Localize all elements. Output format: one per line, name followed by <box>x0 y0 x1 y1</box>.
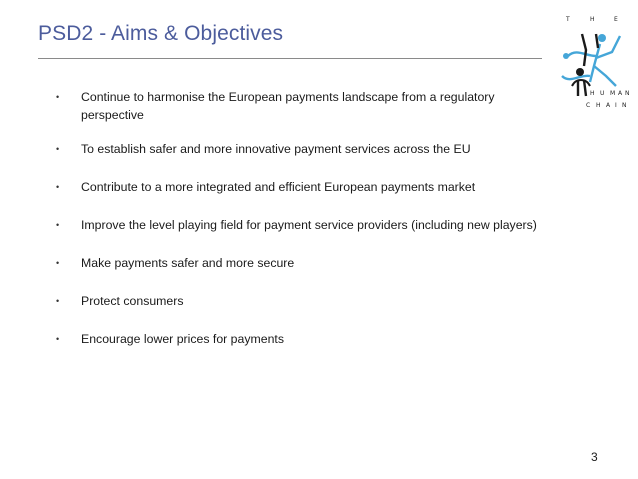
logo-letter: E <box>614 16 618 23</box>
logo-letter: U <box>600 90 605 97</box>
list-item <box>52 178 552 196</box>
logo-letter: N <box>622 102 627 109</box>
bullet-icon: • <box>56 182 60 192</box>
list-item <box>52 140 552 158</box>
logo-letter: I <box>615 102 617 109</box>
logo-letter: A <box>606 102 611 109</box>
logo-letter: H <box>590 90 595 97</box>
title-divider <box>38 58 542 59</box>
list-item-text: Contribute to a more integrated and efficient European payments market <box>81 180 476 194</box>
logo-letter: A <box>618 90 623 97</box>
list-item-text: Improve the level playing field for payment service providers (including new players) <box>81 218 537 232</box>
bullet-icon: • <box>56 296 60 306</box>
list-item <box>52 254 552 272</box>
logo-letter: T <box>566 16 570 23</box>
list-item-text: Encourage lower prices for payments <box>81 332 284 346</box>
slide-title: PSD2 - Aims & Objectives <box>38 22 284 45</box>
bullet-icon: • <box>56 258 60 268</box>
objectives-list <box>52 88 552 368</box>
human-chain-figures-icon <box>556 26 626 98</box>
the-human-chain-logo <box>556 12 630 116</box>
list-item <box>52 216 552 234</box>
list-item <box>52 292 552 310</box>
list-item-text: Protect consumers <box>81 294 184 308</box>
bullet-icon: • <box>56 92 60 102</box>
logo-letter: C <box>586 102 591 109</box>
logo-letter: H <box>596 102 601 109</box>
list-item <box>52 330 552 348</box>
list-item-text: To establish safer and more innovative payment services across the EU <box>81 142 471 156</box>
list-item-text: Make payments safer and more secure <box>81 256 295 270</box>
page-number: 3 <box>591 450 598 464</box>
list-item-text: Continue to harmonise the European payments landscape from a regulatory perspective <box>81 90 495 122</box>
logo-letter: N <box>625 90 630 97</box>
list-item <box>52 88 552 124</box>
bullet-icon: • <box>56 334 60 344</box>
bullet-icon: • <box>56 144 60 154</box>
logo-letter: M <box>610 90 616 97</box>
bullet-icon: • <box>56 220 60 230</box>
logo-letter: H <box>590 16 595 23</box>
